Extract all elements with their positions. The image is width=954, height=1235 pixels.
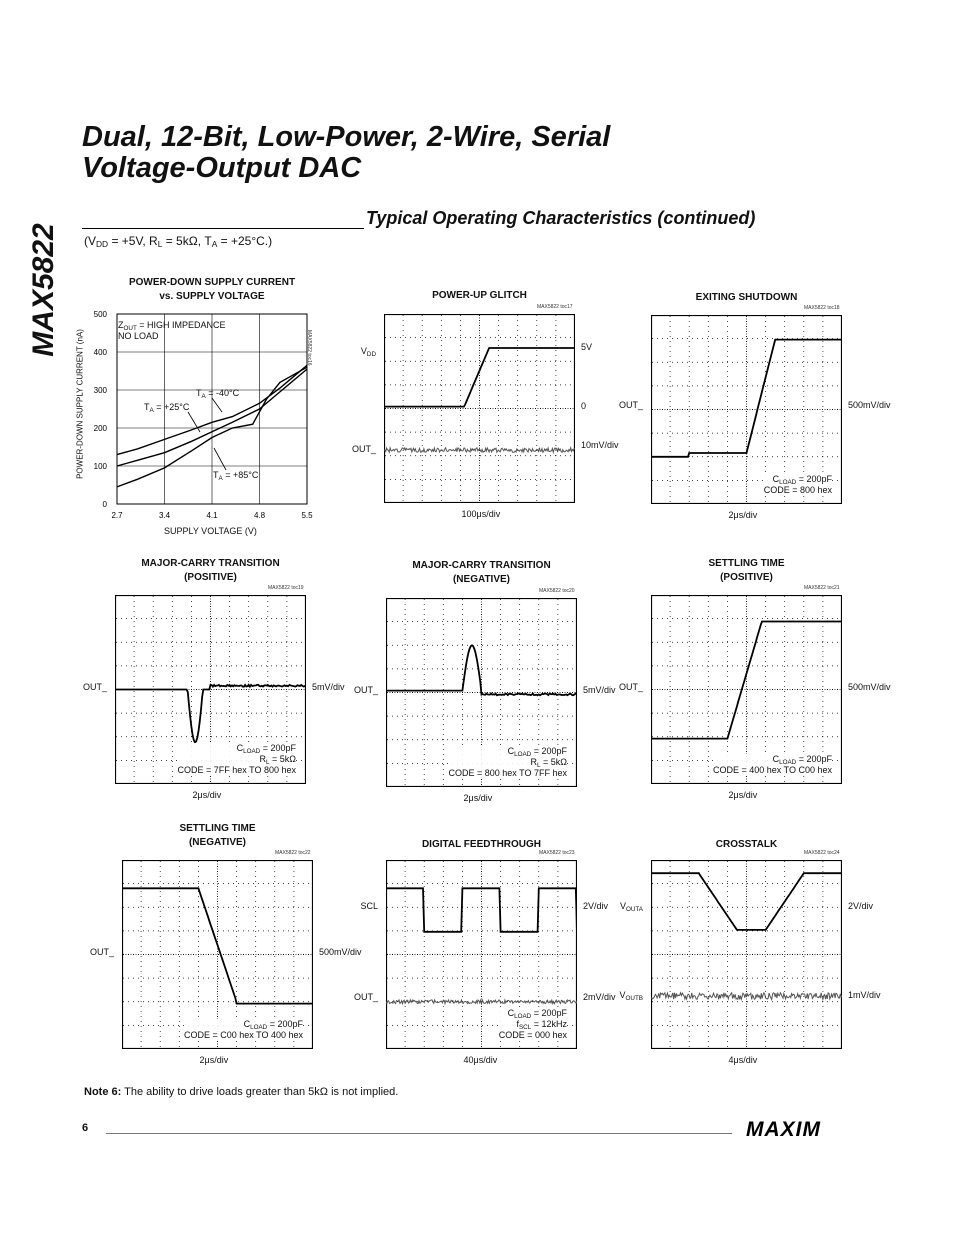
scope-title [384,289,575,303]
scope-title-line: CROSSTALK [715,839,778,850]
channel-label: OUT_ [353,991,378,1002]
scope-code: MAX5822 toc22 [275,850,311,856]
scope-annotation: $C_{LOAD} = 200pF$ $R_L = 5k\Omega$ CODE = 7FF hex TO 800 hex [177,743,296,775]
x-tick-label: 2.7 [111,511,123,520]
channel-label: SCL [360,901,378,912]
scope-annotation: $C_{LOAD} = 200pF$ CODE = C00 hex TO 400 hex [184,1019,303,1040]
test-conditions: ($V_{DD} = +5V$, $R_L = 5k\Omega$, $T_A = +25^\circ C$.) [84,234,273,249]
chart-annotation: $Z_{OUT}$ = HIGH IMPEDANCE NO LOAD [118,320,226,341]
scale-label: 500mV/div [848,399,891,410]
time-div-label: 2μs/div [192,790,222,800]
scope-title-line: (NEGATIVE) [452,574,511,585]
scale-label: 2mV/div [583,991,616,1002]
x-tick-label: 3.4 [158,511,171,520]
scope-title-line: MAJOR-CARRY TRANSITION [412,560,551,571]
scope-title-line: POWER-UP GLITCH [432,290,527,301]
scope-screen [651,860,842,1049]
document-title: Dual, 12-Bit, Low-Power, 2-Wire, Serial Voltage-Output DAC [82,121,611,184]
scope-annotation: $C_{LOAD} = 200pF$ $R_L = 5k\Omega$ CODE = 800 hex TO 7FF hex [448,746,567,778]
scope-annotation: $C_{LOAD} = 200pF$ CODE = 400 hex TO C00 hex [713,754,832,775]
series-label-minus40: $T_A = -40^\circ C$ [196,388,240,400]
series-label-plus25: $T_A = +25^\circ C$ [144,402,190,414]
channel-label: OUT_ [89,946,114,957]
scope-title-line: SETTLING TIME [179,823,256,834]
scale-label: 5mV/div [312,681,345,692]
channel-label: $V_{OUTB}$ [619,990,643,1003]
section-rule [82,228,364,229]
scale-label: 1mV/div [848,990,881,1001]
scope-code: MAX5822 toc23 [539,850,575,856]
section-title: Typical Operating Characteristics (continued) [366,208,756,228]
scope-code: MAX5822 toc19 [268,585,304,591]
part-number-sidebar: MAX5822 [27,223,60,357]
scope-title-line: (POSITIVE) [720,572,773,583]
scope-code: MAX5822 toc21 [804,585,840,591]
scope-title [651,291,842,305]
y-tick-label: 0 [102,500,107,509]
y-tick-label: 300 [93,386,107,395]
scope-title [651,557,842,585]
channel-label: $V_{OUTA}$ [619,901,643,914]
chart-code: MAX5822 toc16 [306,330,312,366]
scope-title-line: (POSITIVE) [184,572,237,583]
scale-label: 2V/div [583,901,609,912]
channel-label: OUT_ [351,444,376,455]
label-leader [188,412,200,432]
x-tick-label: 4.8 [253,511,266,520]
y-tick-label: 500 [93,310,107,319]
scope-code: MAX5822 toc24 [804,850,840,856]
label-leader [212,398,222,412]
time-div-label: 2μs/div [199,1055,229,1065]
time-div-label: 100μs/div [461,509,501,519]
scale-label: 2V/div [848,901,874,912]
chart-title: POWER-DOWN SUPPLY CURRENT vs. SUPPLY VOLTAGE [128,277,296,302]
scope-title [386,559,577,587]
channel-label: OUT_ [618,681,643,692]
series-line-2 [117,367,307,487]
scope-title [122,822,313,850]
y-tick-label: 100 [93,462,107,471]
footer-rule [106,1133,732,1134]
maxim-logo [744,1116,854,1140]
series-label-plus85: $T_A = +85^\circ C$ [213,470,259,482]
scope-title-line: SETTLING TIME [708,558,785,569]
scale-label: 500mV/div [848,681,891,692]
scale-label: 5mV/div [583,684,616,695]
scale-label: 0 [581,400,587,411]
channel-label: $V_{DD}$ [360,345,376,358]
scope-title-line: (NEGATIVE) [188,837,247,848]
x-axis-label: SUPPLY VOLTAGE (V) [164,526,257,536]
scope-code: MAX5822 toc18 [804,305,840,311]
y-axis-label: POWER-DOWN SUPPLY CURRENT (nA) [75,329,85,479]
scope-annotation: $C_{LOAD} = 200pF$ CODE = 800 hex [763,474,832,495]
scope-annotation: $C_{LOAD} = 200pF$ $f_{SCL} = 12kHz$ CODE = 000 hex [498,1008,567,1040]
time-div-label: 2μs/div [728,790,758,800]
scale-label: 5V [581,342,593,353]
scope-title-line: MAJOR-CARRY TRANSITION [141,558,280,569]
scale-label: 500mV/div [319,946,362,957]
y-tick-label: 400 [93,348,107,357]
scope-title [115,557,306,585]
svg-text:MAXIM: MAXIM [746,1118,821,1140]
time-div-label: 2μs/div [463,793,493,803]
channel-label: OUT_ [82,681,107,692]
footnote: Note 6: The ability to drive loads greater than 5kΩ is not implied. [84,1086,399,1098]
scope-code: MAX5822 toc17 [537,304,573,310]
time-div-label: 2μs/div [728,510,758,520]
label-leader [214,448,226,470]
time-div-label: 4μs/div [728,1055,758,1065]
scope-code: MAX5822 toc20 [539,588,575,594]
x-tick-label: 4.1 [206,511,218,520]
y-tick-label: 200 [93,424,107,433]
scale-label: 10mV/div [581,440,619,451]
channel-label: OUT_ [618,399,643,410]
x-tick-label: 5.5 [301,511,313,520]
scope-title-line: DIGITAL FEEDTHROUGH [421,839,542,850]
page-number: 6 [82,1122,89,1134]
scope-title-line: EXITING SHUTDOWN [695,292,798,303]
channel-label: OUT_ [353,684,378,695]
scope-screen [384,314,575,503]
series-line-1 [117,369,307,466]
time-div-label: 40μs/div [463,1055,498,1065]
